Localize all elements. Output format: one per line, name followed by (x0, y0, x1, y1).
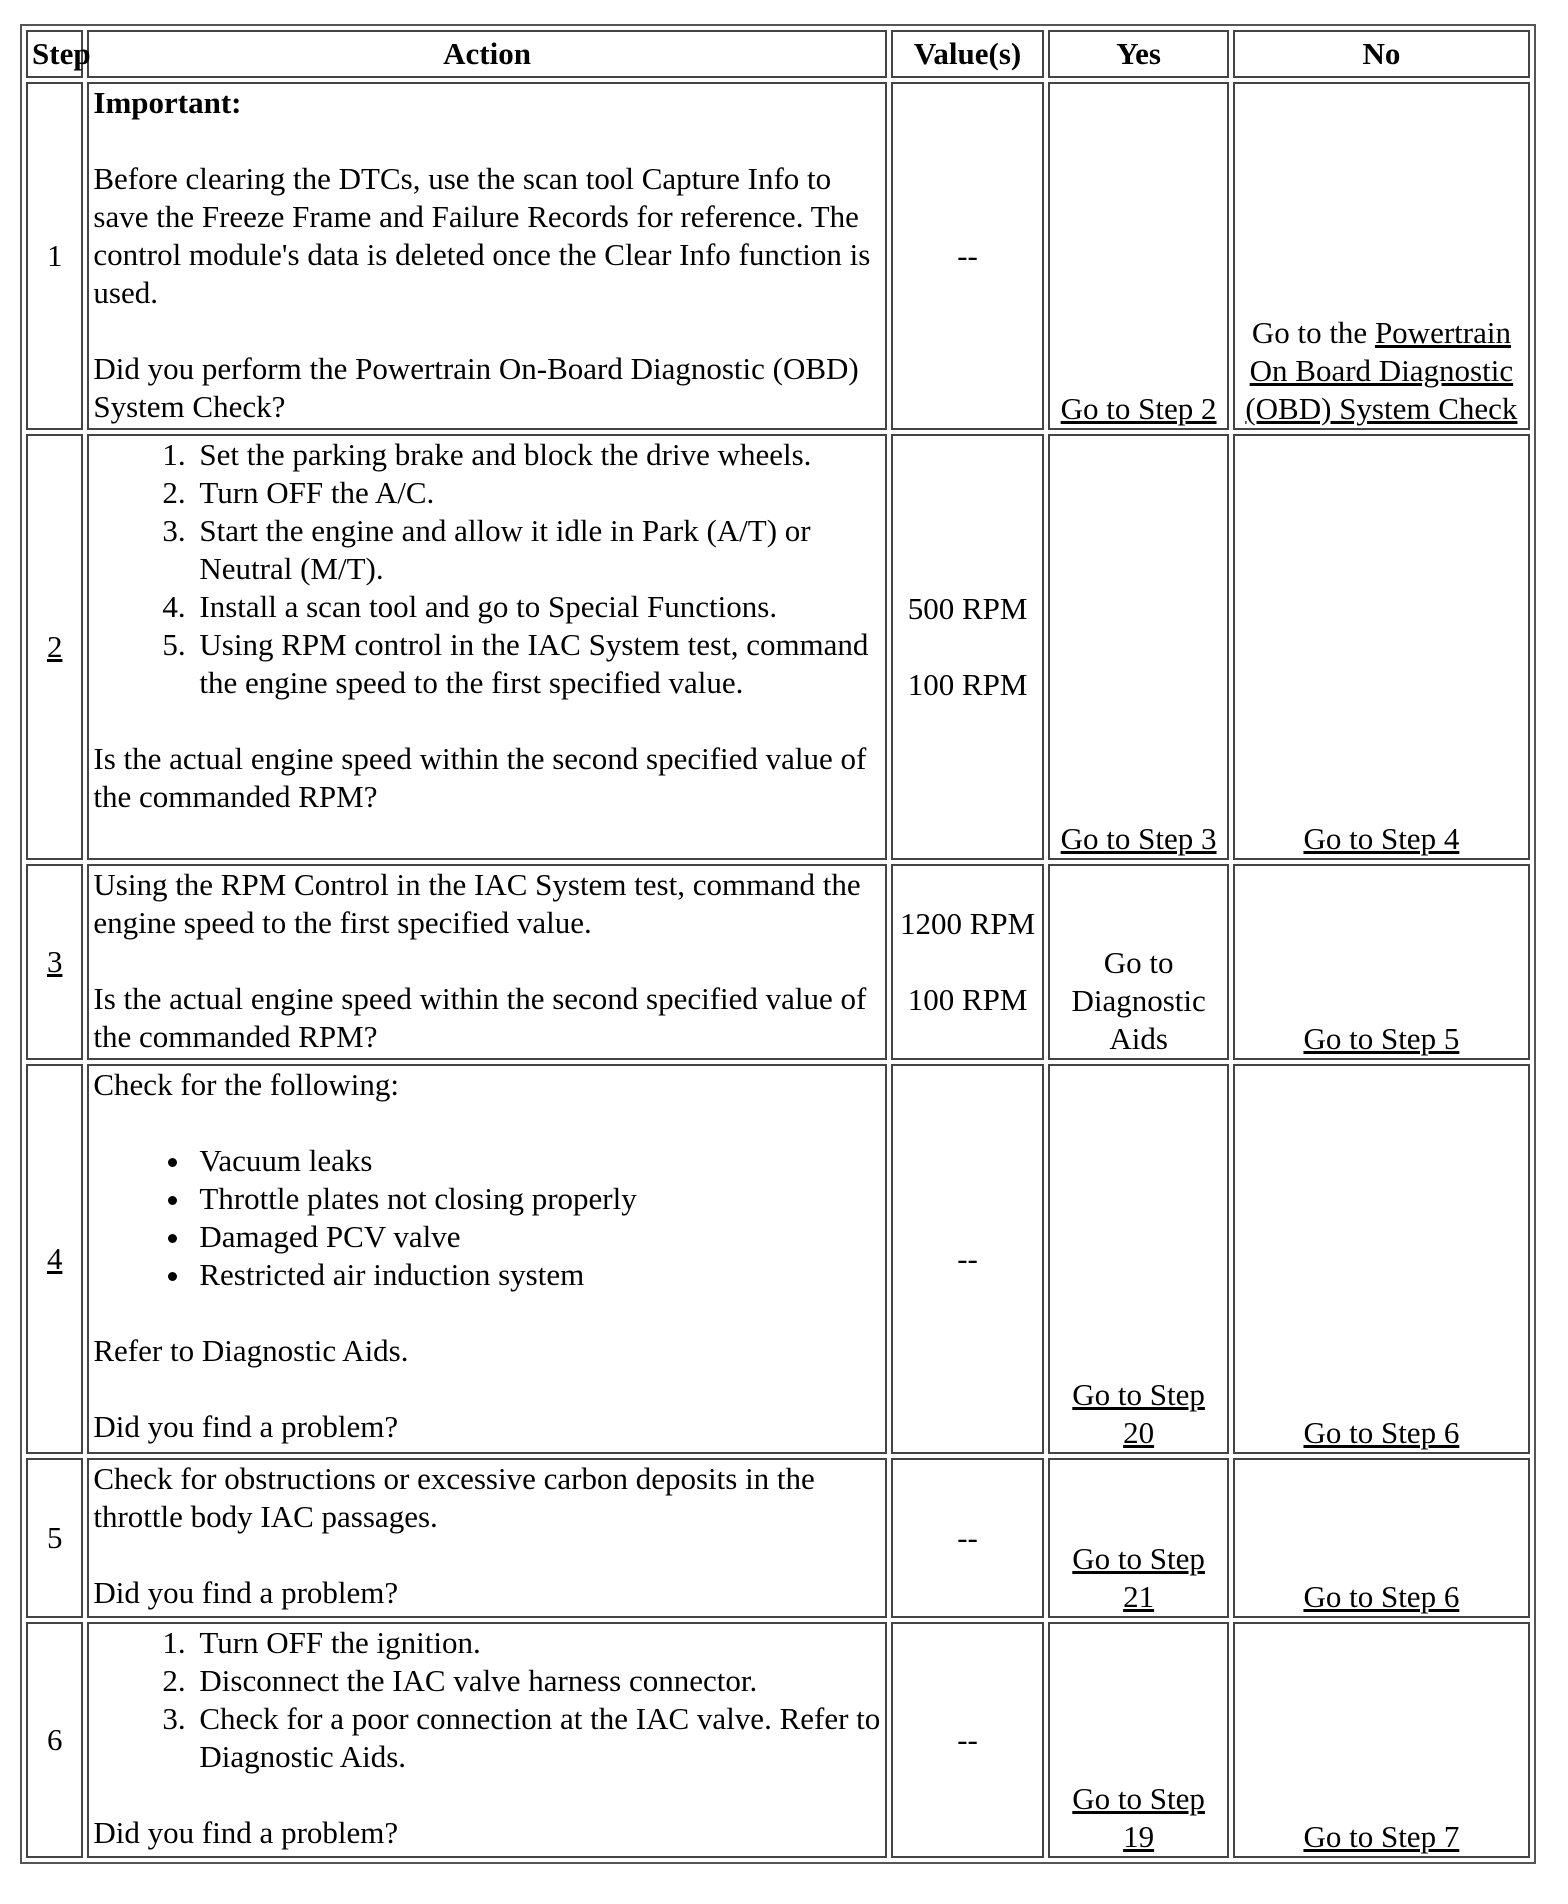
action-cell (87, 1458, 886, 1618)
no-cell (1233, 1458, 1530, 1618)
important-label: Important: (93, 85, 242, 120)
table-row (26, 82, 1530, 430)
value-cell: -- (891, 82, 1045, 430)
action-intro: Check for the following: (93, 1067, 400, 1102)
first-value: 1200 RPM (899, 906, 1036, 941)
list-item: 5. Using RPM control in the IAC System test, command the engine speed to the first specified value. (193, 626, 880, 702)
action-cell (87, 864, 886, 1060)
action-text: Check for obstructions or excessive carbon deposits in the throttle body IAC passages. (93, 1461, 815, 1534)
diagnostic-table (20, 24, 1536, 1864)
list-item: • Restricted air induction system (193, 1256, 880, 1294)
yes-cell (1048, 1622, 1228, 1858)
important-note: Before clearing the DTCs, use the scan tool Capture Info to save the Freeze Frame and Failure Records for reference. The control module's data is deleted once the Clear Info function is used. (93, 161, 871, 310)
list-item: 3. Check for a poor connection at the IAC valve. Refer to Diagnostic Aids. (193, 1700, 880, 1776)
step-link[interactable]: 3 (46, 944, 63, 979)
action-question: Did you perform the Powertrain On-Board Diagnostic (OBD) System Check? (93, 351, 859, 424)
no-cell (1233, 1064, 1530, 1454)
action-refer: Refer to Diagnostic Aids. (93, 1333, 409, 1368)
header-row (26, 30, 1530, 78)
action-question: Did you find a problem? (93, 1815, 399, 1850)
no-link[interactable]: Powertrain On Board Diagnostic (OBD) System Check (1245, 315, 1518, 426)
yes-link[interactable]: Go to Step 3 (1060, 821, 1217, 856)
no-link[interactable]: Go to Step 7 (1303, 1819, 1460, 1854)
no-link[interactable]: Go to Step 6 (1303, 1415, 1460, 1450)
check-list (93, 1142, 880, 1294)
list-item: 1. Turn OFF the ignition. (193, 1624, 880, 1662)
value-cell: -- (891, 1458, 1045, 1618)
second-value: 100 RPM (907, 667, 1028, 702)
yes-link[interactable]: Go to Step 19 (1072, 1781, 1205, 1854)
list-item: • Throttle plates not closing properly (193, 1180, 880, 1218)
value-cell (891, 864, 1045, 1060)
no-prefix-text: Go to the (1251, 315, 1375, 350)
yes-link[interactable]: Go to Step 20 (1072, 1377, 1205, 1450)
step-number-cell (26, 1064, 83, 1454)
list-item: • Damaged PCV valve (193, 1218, 880, 1256)
header-no: No (1233, 30, 1530, 78)
no-link[interactable]: Go to Step 4 (1303, 821, 1460, 856)
table-row (26, 434, 1530, 860)
action-text: Using the RPM Control in the IAC System test, command the engine speed to the first specified value. (93, 867, 861, 940)
yes-cell (1048, 1458, 1228, 1618)
header-action: Action (87, 30, 886, 78)
header-yes: Yes (1048, 30, 1228, 78)
table-row (26, 1622, 1530, 1858)
first-value: 500 RPM (907, 591, 1028, 626)
no-cell (1233, 1622, 1530, 1858)
step-link[interactable]: 2 (46, 629, 63, 664)
list-item: 4. Install a scan tool and go to Special Functions. (193, 588, 880, 626)
action-cell (87, 82, 886, 430)
yes-cell: Go to Diagnostic Aids (1048, 864, 1228, 1060)
action-cell (87, 1064, 886, 1454)
no-cell (1233, 434, 1530, 860)
table-row (26, 1064, 1530, 1454)
table-row (26, 1458, 1530, 1618)
action-cell (87, 434, 886, 860)
list-item: • Vacuum leaks (193, 1142, 880, 1180)
step-number: 1 (26, 82, 83, 430)
step-number: 6 (26, 1622, 83, 1858)
header-step: Step (26, 30, 83, 78)
action-steps-list (93, 436, 880, 702)
list-item: 2. Disconnect the IAC valve harness connector. (193, 1662, 880, 1700)
yes-cell (1048, 434, 1228, 860)
yes-cell (1048, 82, 1228, 430)
no-cell (1233, 864, 1530, 1060)
table-row (26, 864, 1530, 1060)
no-cell (1233, 82, 1530, 430)
step-number-cell (26, 434, 83, 860)
second-value: 100 RPM (907, 982, 1028, 1017)
action-question: Did you find a problem? (93, 1409, 399, 1444)
list-item: 3. Start the engine and allow it idle in Park (A/T) or Neutral (M/T). (193, 512, 880, 588)
step-number: 5 (26, 1458, 83, 1618)
diagnostic-table-container (20, 24, 1536, 1864)
no-link[interactable]: Go to Step 6 (1303, 1579, 1460, 1614)
value-cell: -- (891, 1064, 1045, 1454)
yes-link[interactable]: Go to Step 2 (1060, 391, 1217, 426)
step-number-cell (26, 864, 83, 1060)
action-question: Is the actual engine speed within the second specified value of the commanded RPM? (93, 981, 867, 1054)
action-question: Did you find a problem? (93, 1575, 399, 1610)
action-steps-list (93, 1624, 880, 1776)
list-item: 2. Turn OFF the A/C. (193, 474, 880, 512)
list-item: 1. Set the parking brake and block the drive wheels. (193, 436, 880, 474)
value-cell: -- (891, 1622, 1045, 1858)
step-link[interactable]: 4 (46, 1241, 63, 1276)
action-question: Is the actual engine speed within the second specified value of the commanded RPM? (93, 741, 867, 814)
action-cell (87, 1622, 886, 1858)
yes-cell (1048, 1064, 1228, 1454)
no-link[interactable]: Go to Step 5 (1303, 1021, 1460, 1056)
header-values: Value(s) (891, 30, 1045, 78)
value-cell (891, 434, 1045, 860)
yes-link[interactable]: Go to Step 21 (1072, 1541, 1205, 1614)
